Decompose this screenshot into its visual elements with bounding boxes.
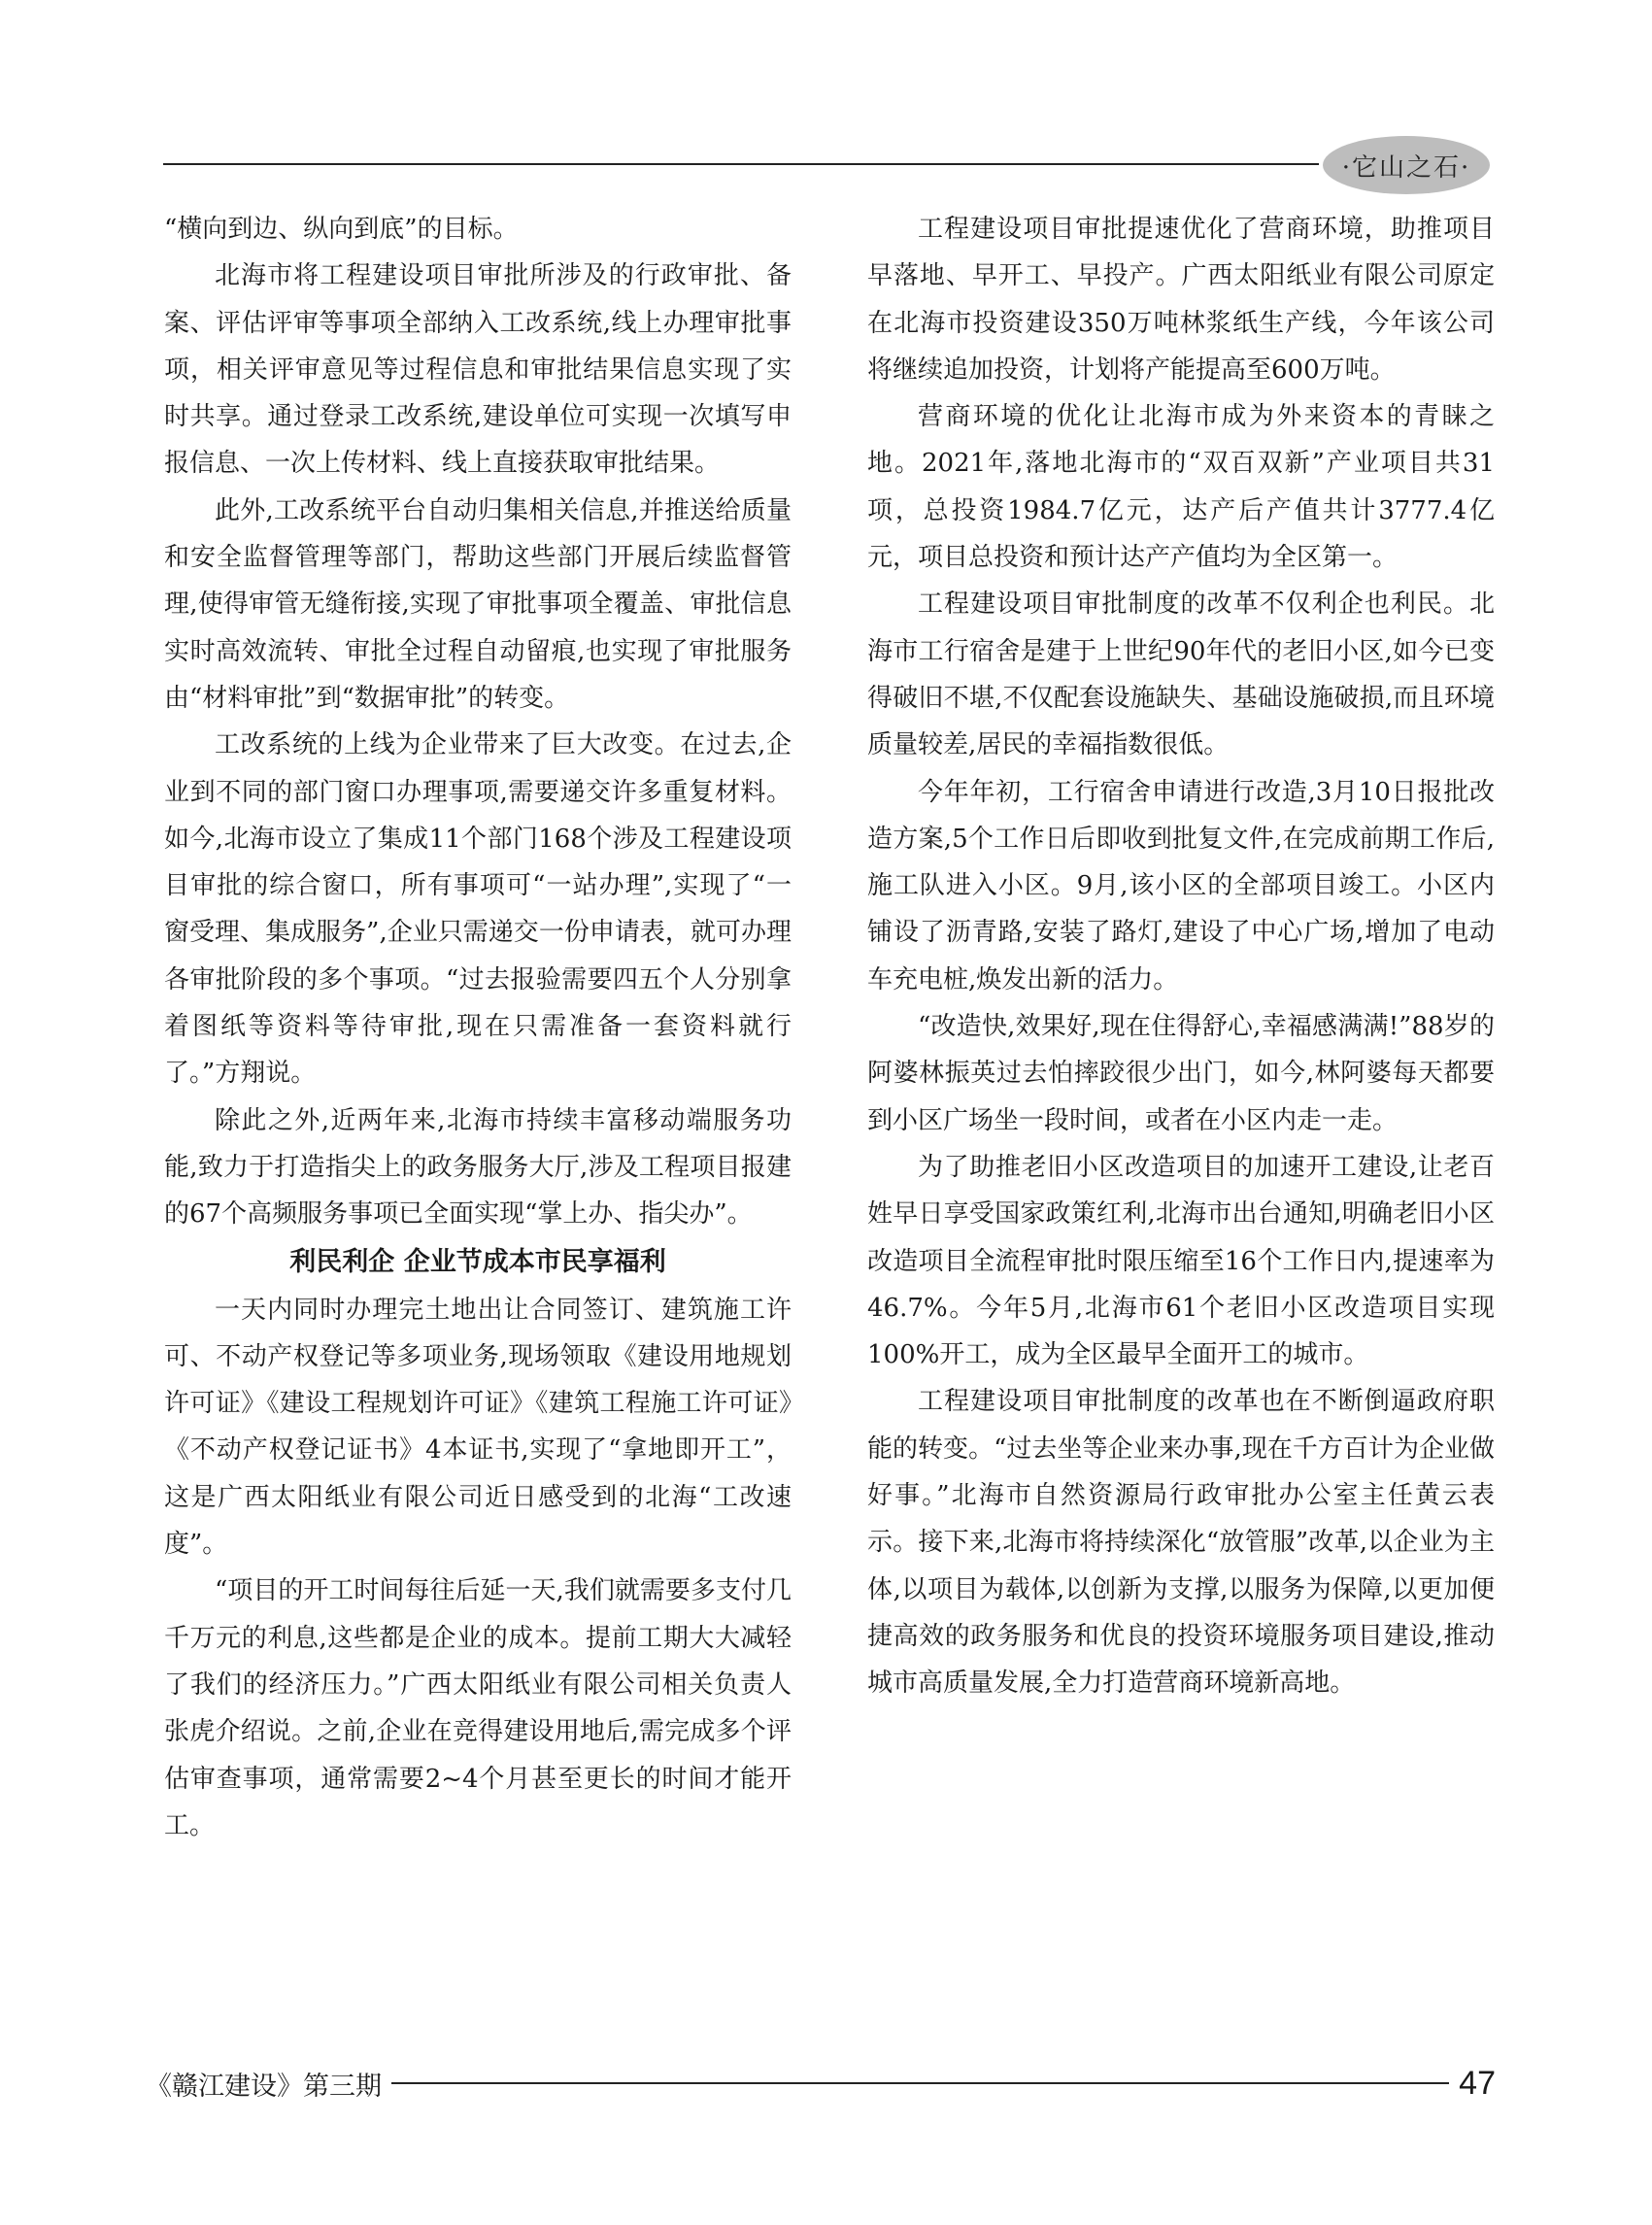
magazine-issue: 《赣江建设》第三期 xyxy=(146,2071,382,2102)
paragraph: 除此之外,近两年来,北海市持续丰富移动端服务功能,致力于打造指尖上的政务服务大厅,涉及工程项目报建的67个高频服务事项已全面实现“掌上办、指尖办”。 xyxy=(164,1105,792,1230)
paragraph: 为了助推老旧小区改造项目的加速开工建设,让老百姓早日享受国家政策红利,北海市出台通知,明确老旧小区改造项目全流程审批时限压缩至16个工作日内,提速率为46.7%。今年5月,北海市61个老旧小区改造项目实现100%开工，成为全区最早全面开工的城市。 xyxy=(867,1152,1495,1370)
section-badge: ·它山之石· xyxy=(1323,136,1490,194)
paragraph: 工改系统的上线为企业带来了巨大改变。在过去,企业到不同的部门窗口办理事项,需要递交许多重复材料。如今,北海市设立了集成11个部门168个涉及工程建设项目审批的综合窗口，所有事项可“一站办理”,实现了“一窗受理、集成服务”,企业只需递交一份申请表，就可办理各审批阶段的多个事项。“过去报验需要四五个人分别拿着图纸等资料等待审批,现在只需准备一套资料就行了。”方翔说。 xyxy=(164,730,792,1089)
left-column xyxy=(164,206,792,1849)
paragraph: “项目的开工时间每往后延一天,我们就需要多支付几千万元的利息,这些都是企业的成本。提前工期大大减轻了我们的经济压力。”广西太阳纸业有限公司相关负责人张虎介绍说。之前,企业在竞得建设用地后,需完成多个评估审查事项，通常需要2~4个月甚至更长的时间才能开工。 xyxy=(164,1576,792,1840)
paragraph: “横向到边、纵向到底”的目标。 xyxy=(164,215,519,244)
section-heading: 利民利企 企业节成本市民享福利 xyxy=(289,1246,666,1277)
paragraph: 工程建设项目审批制度的改革不仅利企也利民。北海市工行宿舍是建于上世纪90年代的老旧小区,如今已变得破旧不堪,不仅配套设施缺失、基础设施破损,而且环境质量较差,居民的幸福指数很低。 xyxy=(867,590,1495,760)
header-rule xyxy=(163,163,1319,165)
paragraph: “改造快,效果好,现在住得舒心,幸福感满满!”88岁的阿婆林振英过去怕摔跤很少出门，如今,林阿婆每天都要到小区广场坐一段时间，或者在小区内走一走。 xyxy=(867,1012,1495,1135)
page-footer xyxy=(146,2061,1496,2106)
footer-rule xyxy=(391,2082,1449,2084)
paragraph: 工程建设项目审批提速优化了营商环境，助推项目早落地、早开工、早投产。广西太阳纸业有限公司原定在北海市投资建设350万吨林浆纸生产线，今年该公司将继续追加投资，计划将产能提高至600万吨。 xyxy=(867,215,1495,385)
paragraph: 此外,工改系统平台自动归集相关信息,并推送给质量和安全监督管理等部门，帮助这些部门开展后续监督管理,使得审管无缝衔接,实现了审批事项全覆盖、审批信息实时高效流转、审批全过程自动留痕,也实现了审批服务由“材料审批”到“数据审批”的转变。 xyxy=(164,495,792,713)
page-number: 47 xyxy=(1459,2064,1496,2102)
paragraph: 营商环境的优化让北海市成为外来资本的青睐之地。2021年,落地北海市的“双百双新”产业项目共31项，总投资1984.7亿元，达产后产值共计3777.4亿元，项目总投资和预计达产产值均为全区第一。 xyxy=(867,402,1495,573)
paragraph: 一天内同时办理完土地出让合同签订、建筑施工许可、不动产权登记等多项业务,现场领取《建设用地规划许可证》《建设工程规划许可证》《建筑工程施工许可证》《不动产权登记证书》4本证书,实现了“拿地即开工”，这是广西太阳纸业有限公司近日感受到的北海“工改速度”。 xyxy=(164,1295,792,1560)
paragraph: 北海市将工程建设项目审批所涉及的行政审批、备案、评估评审等事项全部纳入工改系统,线上办理审批事项，相关评审意见等过程信息和审批结果信息实现了实时共享。通过登录工改系统,建设单位可实现一次填写申报信息、一次上传材料、线上直接获取审批结果。 xyxy=(164,261,792,479)
paragraph: 今年年初，工行宿舍申请进行改造,3月10日报批改造方案,5个工作日后即收到批复文件,在完成前期工作后,施工队进入小区。9月,该小区的全部项目竣工。小区内铺设了沥青路,安装了路灯,建设了中心广场,增加了电动车充电桩,焕发出新的活力。 xyxy=(867,777,1495,995)
paragraph: 工程建设项目审批制度的改革也在不断倒逼政府职能的转变。“过去坐等企业来办事,现在千方百计为企业做好事。”北海市自然资源局行政审批办公室主任黄云表示。接下来,北海市将持续深化“放管服”改革,以企业为主体,以项目为载体,以创新为支撑,以服务为保障,以更加便捷高效的政务服务和优良的投资环境服务项目建设,推动城市高质量发展,全力打造营商环境新高地。 xyxy=(867,1387,1495,1699)
right-column xyxy=(867,206,1495,1707)
